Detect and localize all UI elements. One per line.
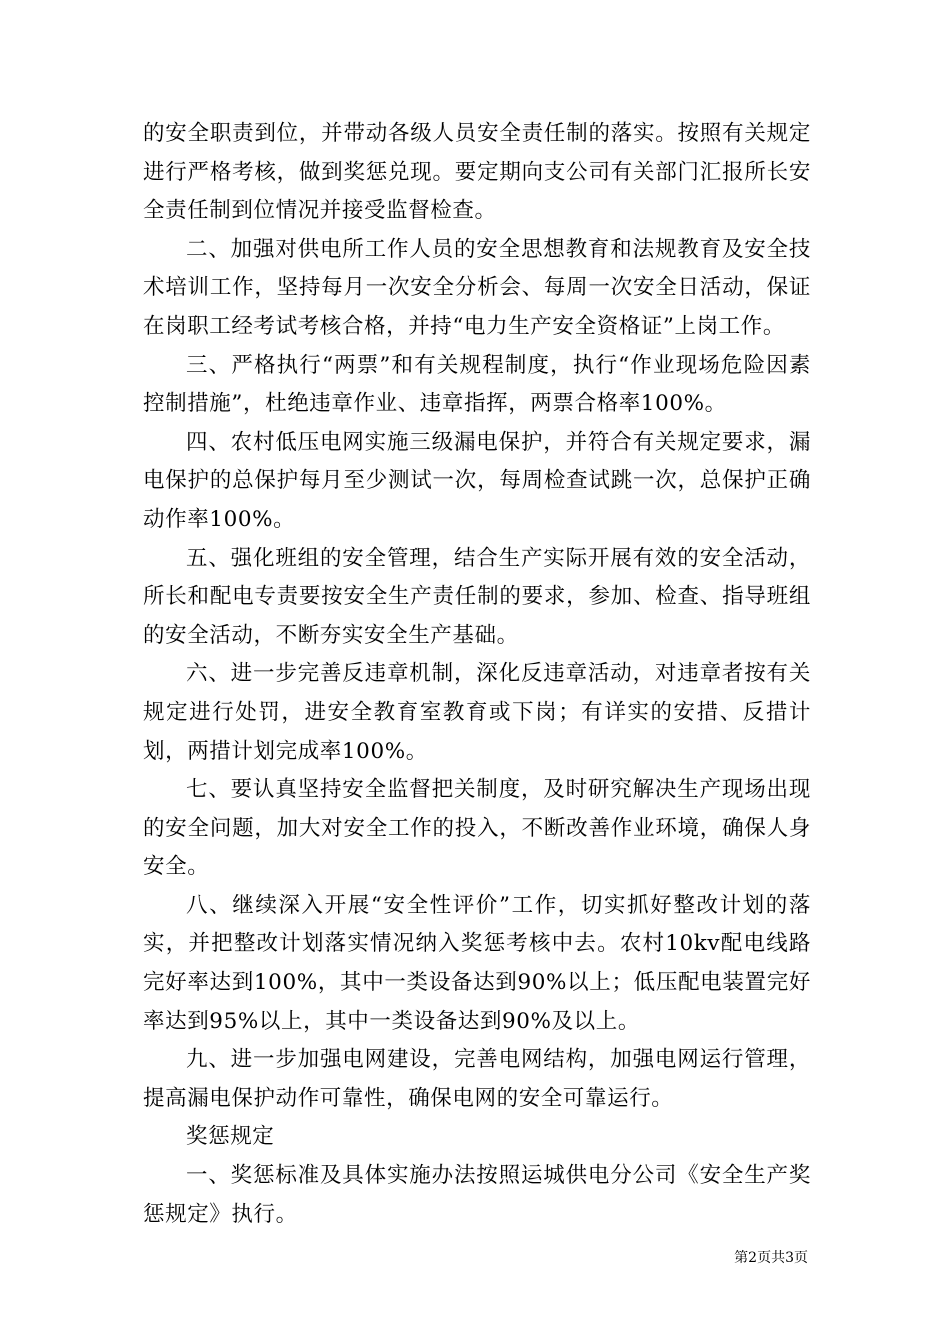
paragraph-continuation: 的安全职责到位，并带动各级人员安全责任制的落实。按照有关规定进行严格考核，做到奖惩兑现。要定期向支公司有关部门汇报所长安全责任制到位情况并接受监督检查。 <box>143 121 811 224</box>
paragraph-item-4: 四、农村低压电网实施三级漏电保护，并符合有关规定要求，漏电保护的总保护每月至少测试一次，每周检查试跳一次，总保护正确动作率100%。 <box>143 429 811 532</box>
paragraph-rewards-1: 一、奖惩标准及具体实施办法按照运城供电分公司《安全生产奖惩规定》执行。 <box>143 1163 811 1227</box>
paragraph-item-8: 八、继续深入开展“安全性评价”工作，切实抓好整改计划的落实，并把整改计划落实情况纳入奖惩考核中去。农村10kv配电线路完好率达到100%，其中一类设备达到90%以上；低压配电装置完好率达到95%以上，其中一类设备达到90%及以上。 <box>143 892 811 1034</box>
paragraph-item-5: 五、强化班组的安全管理，结合生产实际开展有效的安全活动，所长和配电专责要按安全生产责任制的要求，参加、检查、指导班组的安全活动，不断夯实安全生产基础。 <box>143 545 811 648</box>
paragraph-item-6: 六、进一步完善反违章机制，深化反违章活动，对违章者按有关规定进行处罚，进安全教育室教育或下岗；有详实的安措、反措计划，两措计划完成率100%。 <box>143 661 811 764</box>
document-body <box>143 115 811 1234</box>
page-number: 第2页共3页 <box>734 1250 808 1266</box>
paragraph-item-7: 七、要认真坚持安全监督把关制度，及时研究解决生产现场出现的安全问题，加大对安全工作的投入，不断改善作业环境，确保人身安全。 <box>143 777 811 880</box>
paragraph-item-9: 九、进一步加强电网建设，完善电网结构，加强电网运行管理，提高漏电保护动作可靠性，确保电网的安全可靠运行。 <box>143 1047 811 1111</box>
section-heading-rewards: 奖惩规定 <box>186 1124 275 1150</box>
paragraph-item-2: 二、加强对供电所工作人员的安全思想教育和法规教育及安全技术培训工作，坚持每月一次安全分析会、每周一次安全日活动，保证在岗职工经考试考核合格，并持“电力生产安全资格证”上岗工作。 <box>143 236 811 339</box>
paragraph-item-3: 三、严格执行“两票”和有关规程制度，执行“作业现场危险因素控制措施”，杜绝违章作业、违章指挥，两票合格率100%。 <box>143 352 811 417</box>
